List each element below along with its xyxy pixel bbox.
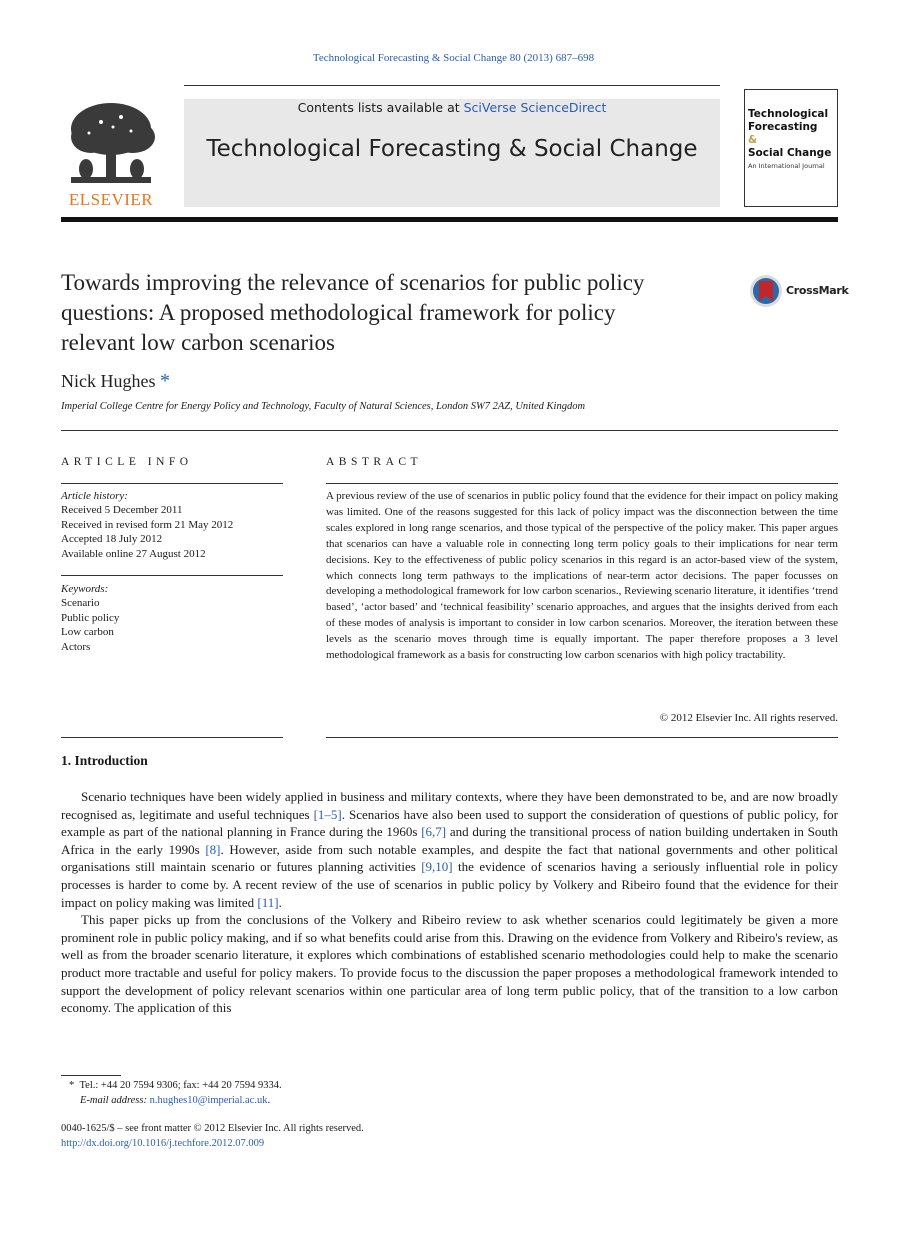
author-affiliation: Imperial College Centre for Energy Policy and Technology, Faculty of Natural Sciences, London SW7 2AZ, United Kingdom: [61, 401, 586, 412]
citation-link[interactable]: [8]: [205, 841, 221, 857]
footnote-tel: * Tel.: +44 20 7594 9306; fax: +44 20 7594 9334.: [69, 1080, 282, 1091]
keywords: [61, 582, 283, 654]
journal-title: Technological Forecasting & Social Change: [206, 136, 698, 162]
citation-link[interactable]: [1–5]: [313, 806, 342, 822]
crossmark-label[interactable]: CrossMark: [786, 284, 849, 297]
contents-prefix: Contents lists available at: [297, 100, 464, 115]
divider: [61, 575, 283, 576]
keywords-label: Keywords:: [61, 583, 109, 595]
author-footnote-mark[interactable]: *: [159, 370, 170, 392]
elsevier-wordmark: ELSEVIER: [68, 190, 154, 209]
abstract-copyright: © 2012 Elsevier Inc. All rights reserved.: [659, 712, 838, 724]
journal-cover-thumbnail[interactable]: [744, 89, 838, 207]
paragraph: This paper picks up from the conclusions of the Volkery and Ribeiro review to ask whether scenarios could legitimately be given a more prominent role in public policy making, and if so what benefits could arise from this. Drawing on the evidence from Volkery and Ribeiro's review, as well as from the broader scenario literature, it explores which combinations of established scenario methodologies could help to make the scenario product more tractable and useful for policy makers. To provide focus to the discussion the paper proposes a methodological framework intended to support the development of policy relevant scenarios within one particular area of long term public policy, that of the transition to a low carbon economy. The application of this: [61, 912, 838, 1016]
issn-block: [61, 1122, 761, 1151]
crossmark-icon[interactable]: [749, 274, 783, 308]
divider: [61, 737, 283, 738]
body-text: [61, 788, 838, 1017]
keyword: Public policy: [61, 611, 120, 624]
doi-link[interactable]: http://dx.doi.org/10.1016/j.techfore.2012.07.009: [61, 1137, 265, 1149]
header-rule: [184, 85, 720, 86]
history-item: Received in revised form 21 May 2012: [61, 518, 234, 531]
history-item: Received 5 December 2011: [61, 504, 183, 517]
email-link[interactable]: n.hughes10@imperial.ac.uk: [149, 1094, 268, 1106]
article-info-heading: ARTICLE INFO: [61, 456, 193, 468]
divider: [61, 483, 283, 484]
footnote-email: E-mail address: n.hughes10@imperial.ac.uk.: [80, 1094, 271, 1106]
section-heading: 1. Introduction: [61, 753, 148, 768]
citation-link[interactable]: [11]: [257, 894, 279, 910]
keyword: Low carbon: [61, 626, 114, 639]
paragraph: Scenario techniques have been widely applied in business and military contexts, where they have been demonstrated to be, and are now broadly recognised as, legitimate and useful techniques [1–5]. Scenarios have also been used to support the consideration of questions of public policy, for example as part of the national planning in France during the 1960s [6,7] and during the transitional process of nation building undertaken in South Africa in the early 1990s [8]. However, aside from such notable examples, and despite the fact that national governments and other political organisations still maintain scenario or futures planning activities [9,10] the evidence of scenarios having a seriously influential role in policy processes is harder to come by. A recent review of the use of scenarios in public policy by Volkery and Ribeiro found that the evidence for their impact on policy making was limited [11].: [61, 789, 838, 910]
abstract-heading: ABSTRACT: [326, 456, 423, 468]
keyword: Actors: [61, 640, 91, 653]
footnote-rule: [61, 1075, 121, 1076]
contents-line: [184, 100, 720, 115]
cover-title: Technological Forecasting & Social Change: [748, 108, 832, 159]
keyword: Scenario: [61, 597, 100, 610]
cover-subtitle: An International Journal: [748, 162, 825, 170]
abstract-text: A previous review of the use of scenarios in public policy found that the evidence for their impact on policy making was limited. One of the reasons suggested for this lack of policy impact was the disconnection between the time scales explored in long range scenarios, and those typical of the perspective of the policy maker. This paper argues that scenarios can have a valuable role in connecting long term policy goals to their implications for near term decisions. Key to the effectiveness of public policy scenarios in this regard is an actor-based view of the system, which connects long term pathways to the implications of near-term actor decisions. The paper focusses on developing a methodological framework for low carbon scenarios., Reviewing scenario literature, it identifies ‘trend based’, ‘actor based’ and ‘technical feasibility’ scenario approaches, and argues that the insights derived from each of these modes of analysis is important to consider in low carbon scenarios. Moreover, the iteration between these levels as the scenario moves through time is equally important. The paper therefore proposes a 3 level methodological framework as a basis for constructing low carbon scenarios with high policy tractability.: [326, 490, 838, 662]
history-item: Accepted 18 July 2012: [61, 533, 163, 546]
article-title: Towards improving the relevance of scenarios for public policy questions: A proposed methodological framework for policy relevant low carbon scenarios: [61, 270, 645, 355]
journal-citation-link[interactable]: Technological Forecasting & Social Change 80 (2013) 687–698: [312, 52, 595, 64]
author-name: Nick Hughes *: [61, 370, 170, 392]
footnote: [61, 1079, 761, 1108]
divider: [61, 430, 838, 431]
citation-link[interactable]: [9,10]: [421, 859, 453, 875]
divider: [326, 483, 838, 484]
header-thick-rule: [61, 217, 838, 222]
history-label: Article history:: [61, 490, 128, 502]
issn-line: 0040-1625/$ – see front matter © 2012 Elsevier Inc. All rights reserved.: [61, 1123, 364, 1134]
divider: [326, 737, 838, 738]
history-item: Available online 27 August 2012: [61, 547, 206, 560]
sciencedirect-link[interactable]: SciVerse ScienceDirect: [463, 100, 607, 115]
article-history: [61, 489, 283, 561]
citation-link[interactable]: [6,7]: [421, 824, 447, 840]
